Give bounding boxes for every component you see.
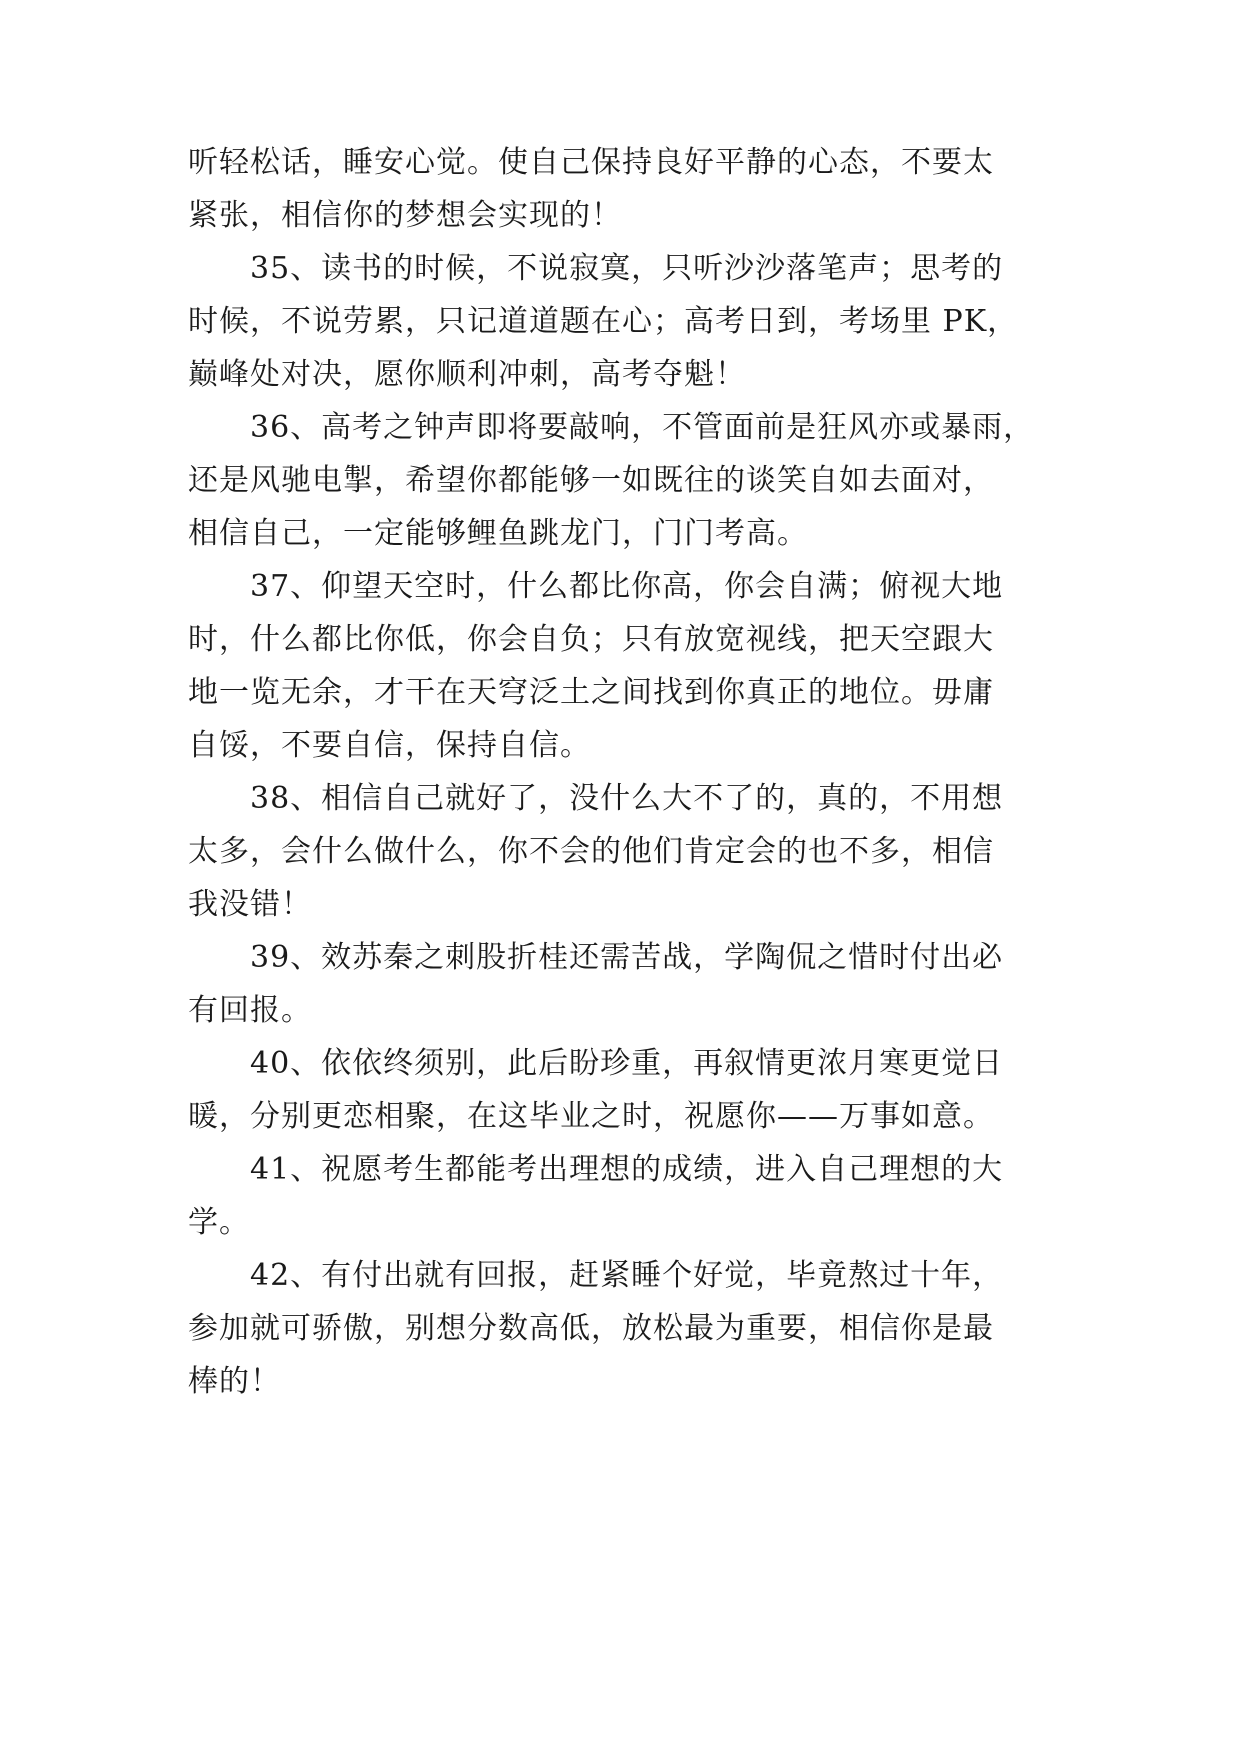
paragraph-42-line-3: 棒的！ — [188, 1364, 281, 1399]
paragraph-36-line-3: 相信自己，一定能够鲤鱼跳龙门，门门考高。 — [188, 516, 808, 551]
paragraph-42-line-2: 参加就可骄傲，别想分数高低，放松最为重要，相信你是最 — [188, 1311, 994, 1346]
paragraph-37-line-1: 37、仰望天空时，什么都比你高，你会自满；俯视大地 — [250, 569, 1004, 604]
paragraph-38-line-3: 我没错！ — [188, 887, 312, 922]
paragraph-37-line-4: 自馁，不要自信，保持自信。 — [188, 728, 591, 763]
paragraph-40-line-2: 暖，分别更恋相聚，在这毕业之时，祝愿你——万事如意。 — [188, 1099, 994, 1134]
paragraph-41-line-2: 学。 — [188, 1205, 250, 1240]
paragraph-36-line-2: 还是风驰电掣，希望你都能够一如既往的谈笑自如去面对， — [188, 463, 994, 498]
paragraph-40-line-1: 40、依依终须别，此后盼珍重，再叙情更浓月寒更觉日 — [250, 1046, 1004, 1081]
paragraph-39-line-1: 39、效苏秦之刺股折桂还需苦战，学陶侃之惜时付出必 — [250, 940, 1004, 975]
paragraph-35-line-1: 35、读书的时候，不说寂寞，只听沙沙落笔声；思考的 — [250, 251, 1004, 286]
paragraph-37-line-2: 时，什么都比你低，你会自负；只有放宽视线，把天空跟大 — [188, 622, 994, 657]
paragraph-39-line-2: 有回报。 — [188, 993, 312, 1028]
paragraph-36-line-1: 36、高考之钟声即将要敲响，不管面前是狂风亦或暴雨， — [250, 410, 1035, 445]
paragraph-38-line-1: 38、相信自己就好了，没什么大不了的，真的，不用想 — [250, 781, 1004, 816]
paragraph-37-line-3: 地一览无余，才干在天穹泛土之间找到你真正的地位。毋庸 — [188, 675, 994, 710]
paragraph-34-line-2: 紧张，相信你的梦想会实现的！ — [188, 198, 622, 233]
paragraph-35-line-3: 巅峰处对决，愿你顺利冲刺，高考夺魁！ — [188, 357, 746, 392]
paragraph-41-line-1: 41、祝愿考生都能考出理想的成绩，进入自己理想的大 — [250, 1152, 1004, 1187]
paragraph-35-line-2: 时候，不说劳累，只记道道题在心；高考日到，考场里 PK， — [188, 304, 1019, 339]
paragraph-42-line-1: 42、有付出就有回报，赶紧睡个好觉，毕竟熬过十年， — [250, 1258, 1004, 1293]
paragraph-34-line-1: 听轻松话，睡安心觉。使自己保持良好平静的心态，不要太 — [188, 145, 994, 180]
paragraph-38-line-2: 太多，会什么做什么，你不会的他们肯定会的也不多，相信 — [188, 834, 994, 869]
